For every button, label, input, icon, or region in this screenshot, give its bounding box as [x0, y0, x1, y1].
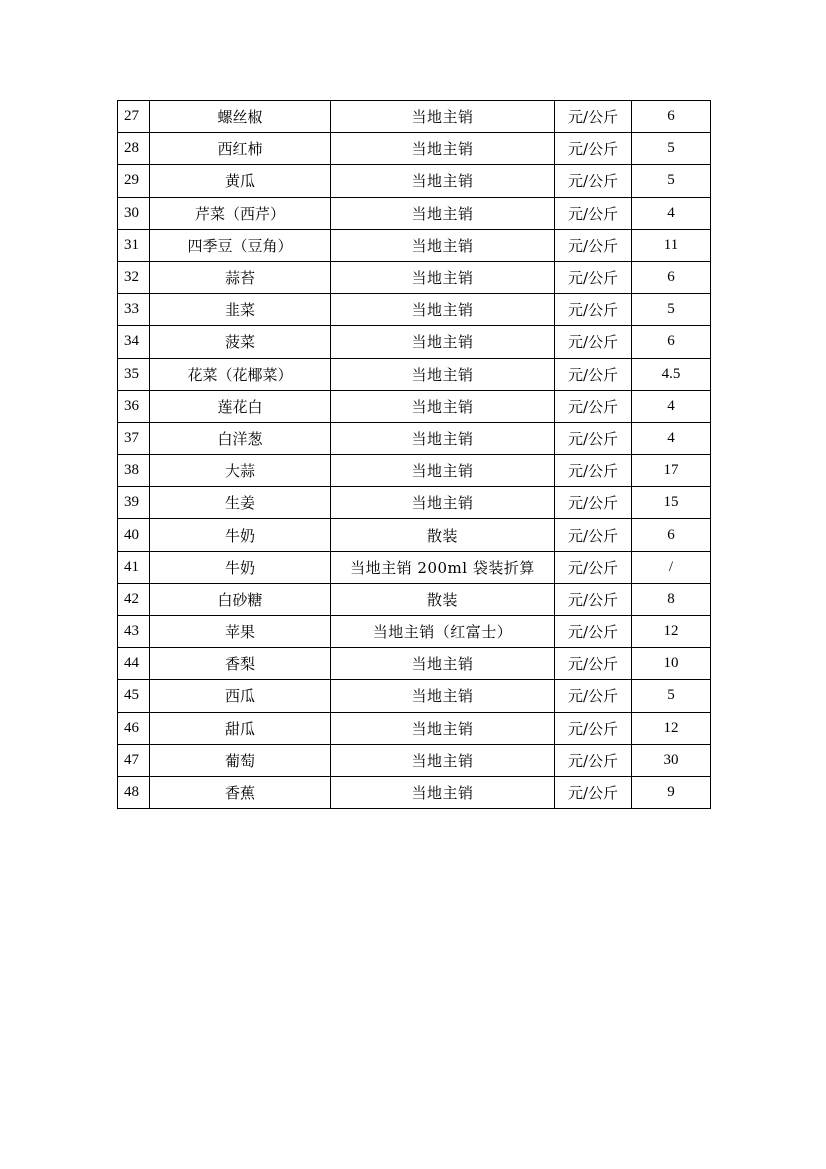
item-spec: 当地主销: [331, 487, 555, 519]
item-name: 菠菜: [150, 326, 331, 358]
item-unit: 元/公斤: [555, 680, 632, 712]
item-price: 4.5: [632, 358, 711, 390]
item-name: 西瓜: [150, 680, 331, 712]
table-row: [118, 519, 711, 551]
item-unit: 元/公斤: [555, 261, 632, 293]
item-unit: 元/公斤: [555, 487, 632, 519]
item-price: 17: [632, 455, 711, 487]
item-price: 8: [632, 583, 711, 615]
item-name: 大蒜: [150, 455, 331, 487]
table-row: [118, 390, 711, 422]
item-unit: 元/公斤: [555, 519, 632, 551]
table-row: [118, 422, 711, 454]
item-spec: 当地主销 200ml 袋装折算: [331, 551, 555, 583]
item-price: 4: [632, 390, 711, 422]
item-unit: 元/公斤: [555, 583, 632, 615]
row-number: 39: [118, 487, 150, 519]
price-table-body: [118, 101, 711, 809]
table-row: [118, 680, 711, 712]
item-unit: 元/公斤: [555, 712, 632, 744]
item-price: 15: [632, 487, 711, 519]
table-row: [118, 294, 711, 326]
item-spec: 当地主销（红富士）: [331, 616, 555, 648]
item-name: 香梨: [150, 648, 331, 680]
item-spec: 当地主销: [331, 455, 555, 487]
table-row: [118, 133, 711, 165]
item-price: 6: [632, 326, 711, 358]
item-price: 5: [632, 680, 711, 712]
item-name: 蒜苔: [150, 261, 331, 293]
row-number: 31: [118, 229, 150, 261]
item-price: 6: [632, 101, 711, 133]
item-name: 螺丝椒: [150, 101, 331, 133]
item-name: 牛奶: [150, 551, 331, 583]
row-number: 36: [118, 390, 150, 422]
item-unit: 元/公斤: [555, 776, 632, 808]
item-name: 黄瓜: [150, 165, 331, 197]
table-row: [118, 197, 711, 229]
item-unit: 元/公斤: [555, 133, 632, 165]
item-unit: 元/公斤: [555, 294, 632, 326]
item-unit: 元/公斤: [555, 229, 632, 261]
item-price: 12: [632, 712, 711, 744]
row-number: 29: [118, 165, 150, 197]
row-number: 35: [118, 358, 150, 390]
item-name: 韭菜: [150, 294, 331, 326]
table-row: [118, 583, 711, 615]
item-spec: 当地主销: [331, 422, 555, 454]
price-table: [117, 100, 711, 809]
row-number: 30: [118, 197, 150, 229]
item-spec: 当地主销: [331, 165, 555, 197]
item-unit: 元/公斤: [555, 165, 632, 197]
table-row: [118, 616, 711, 648]
table-row: [118, 261, 711, 293]
item-spec: 当地主销: [331, 744, 555, 776]
item-unit: 元/公斤: [555, 101, 632, 133]
row-number: 47: [118, 744, 150, 776]
item-name: 生姜: [150, 487, 331, 519]
item-price: 10: [632, 648, 711, 680]
item-spec: 当地主销: [331, 326, 555, 358]
row-number: 41: [118, 551, 150, 583]
row-number: 33: [118, 294, 150, 326]
row-number: 38: [118, 455, 150, 487]
table-row: [118, 165, 711, 197]
item-price: 30: [632, 744, 711, 776]
item-unit: 元/公斤: [555, 551, 632, 583]
table-row: [118, 744, 711, 776]
item-spec: 当地主销: [331, 776, 555, 808]
item-unit: 元/公斤: [555, 616, 632, 648]
item-price: 5: [632, 133, 711, 165]
item-price: 12: [632, 616, 711, 648]
table-row: [118, 101, 711, 133]
item-price: 4: [632, 197, 711, 229]
item-spec: 当地主销: [331, 680, 555, 712]
item-spec: 当地主销: [331, 390, 555, 422]
item-name: 白洋葱: [150, 422, 331, 454]
item-unit: 元/公斤: [555, 744, 632, 776]
row-number: 37: [118, 422, 150, 454]
item-spec: 当地主销: [331, 133, 555, 165]
item-name: 莲花白: [150, 390, 331, 422]
item-price: /: [632, 551, 711, 583]
row-number: 46: [118, 712, 150, 744]
item-unit: 元/公斤: [555, 455, 632, 487]
item-spec: 当地主销: [331, 648, 555, 680]
table-row: [118, 648, 711, 680]
item-price: 5: [632, 165, 711, 197]
item-price: 9: [632, 776, 711, 808]
item-spec: 散装: [331, 519, 555, 551]
item-name: 香蕉: [150, 776, 331, 808]
item-name: 四季豆（豆角）: [150, 229, 331, 261]
item-spec: 当地主销: [331, 101, 555, 133]
item-name: 甜瓜: [150, 712, 331, 744]
item-unit: 元/公斤: [555, 648, 632, 680]
row-number: 32: [118, 261, 150, 293]
item-name: 葡萄: [150, 744, 331, 776]
item-price: 5: [632, 294, 711, 326]
item-spec: 当地主销: [331, 358, 555, 390]
item-price: 6: [632, 261, 711, 293]
row-number: 42: [118, 583, 150, 615]
item-spec: 散装: [331, 583, 555, 615]
item-spec: 当地主销: [331, 197, 555, 229]
table-row: [118, 358, 711, 390]
item-unit: 元/公斤: [555, 390, 632, 422]
table-row: [118, 551, 711, 583]
item-name: 花菜（花椰菜）: [150, 358, 331, 390]
row-number: 27: [118, 101, 150, 133]
item-unit: 元/公斤: [555, 326, 632, 358]
item-unit: 元/公斤: [555, 422, 632, 454]
item-spec: 当地主销: [331, 261, 555, 293]
table-row: [118, 487, 711, 519]
item-price: 4: [632, 422, 711, 454]
item-name: 芹菜（西芹）: [150, 197, 331, 229]
row-number: 40: [118, 519, 150, 551]
row-number: 34: [118, 326, 150, 358]
item-spec: 当地主销: [331, 229, 555, 261]
table-row: [118, 776, 711, 808]
item-name: 牛奶: [150, 519, 331, 551]
item-unit: 元/公斤: [555, 197, 632, 229]
item-unit: 元/公斤: [555, 358, 632, 390]
item-name: 白砂糖: [150, 583, 331, 615]
item-price: 6: [632, 519, 711, 551]
row-number: 48: [118, 776, 150, 808]
row-number: 28: [118, 133, 150, 165]
table-row: [118, 229, 711, 261]
item-price: 11: [632, 229, 711, 261]
table-row: [118, 326, 711, 358]
row-number: 43: [118, 616, 150, 648]
row-number: 45: [118, 680, 150, 712]
item-spec: 当地主销: [331, 712, 555, 744]
item-name: 西红柿: [150, 133, 331, 165]
item-spec: 当地主销: [331, 294, 555, 326]
table-row: [118, 712, 711, 744]
table-row: [118, 455, 711, 487]
item-name: 苹果: [150, 616, 331, 648]
row-number: 44: [118, 648, 150, 680]
